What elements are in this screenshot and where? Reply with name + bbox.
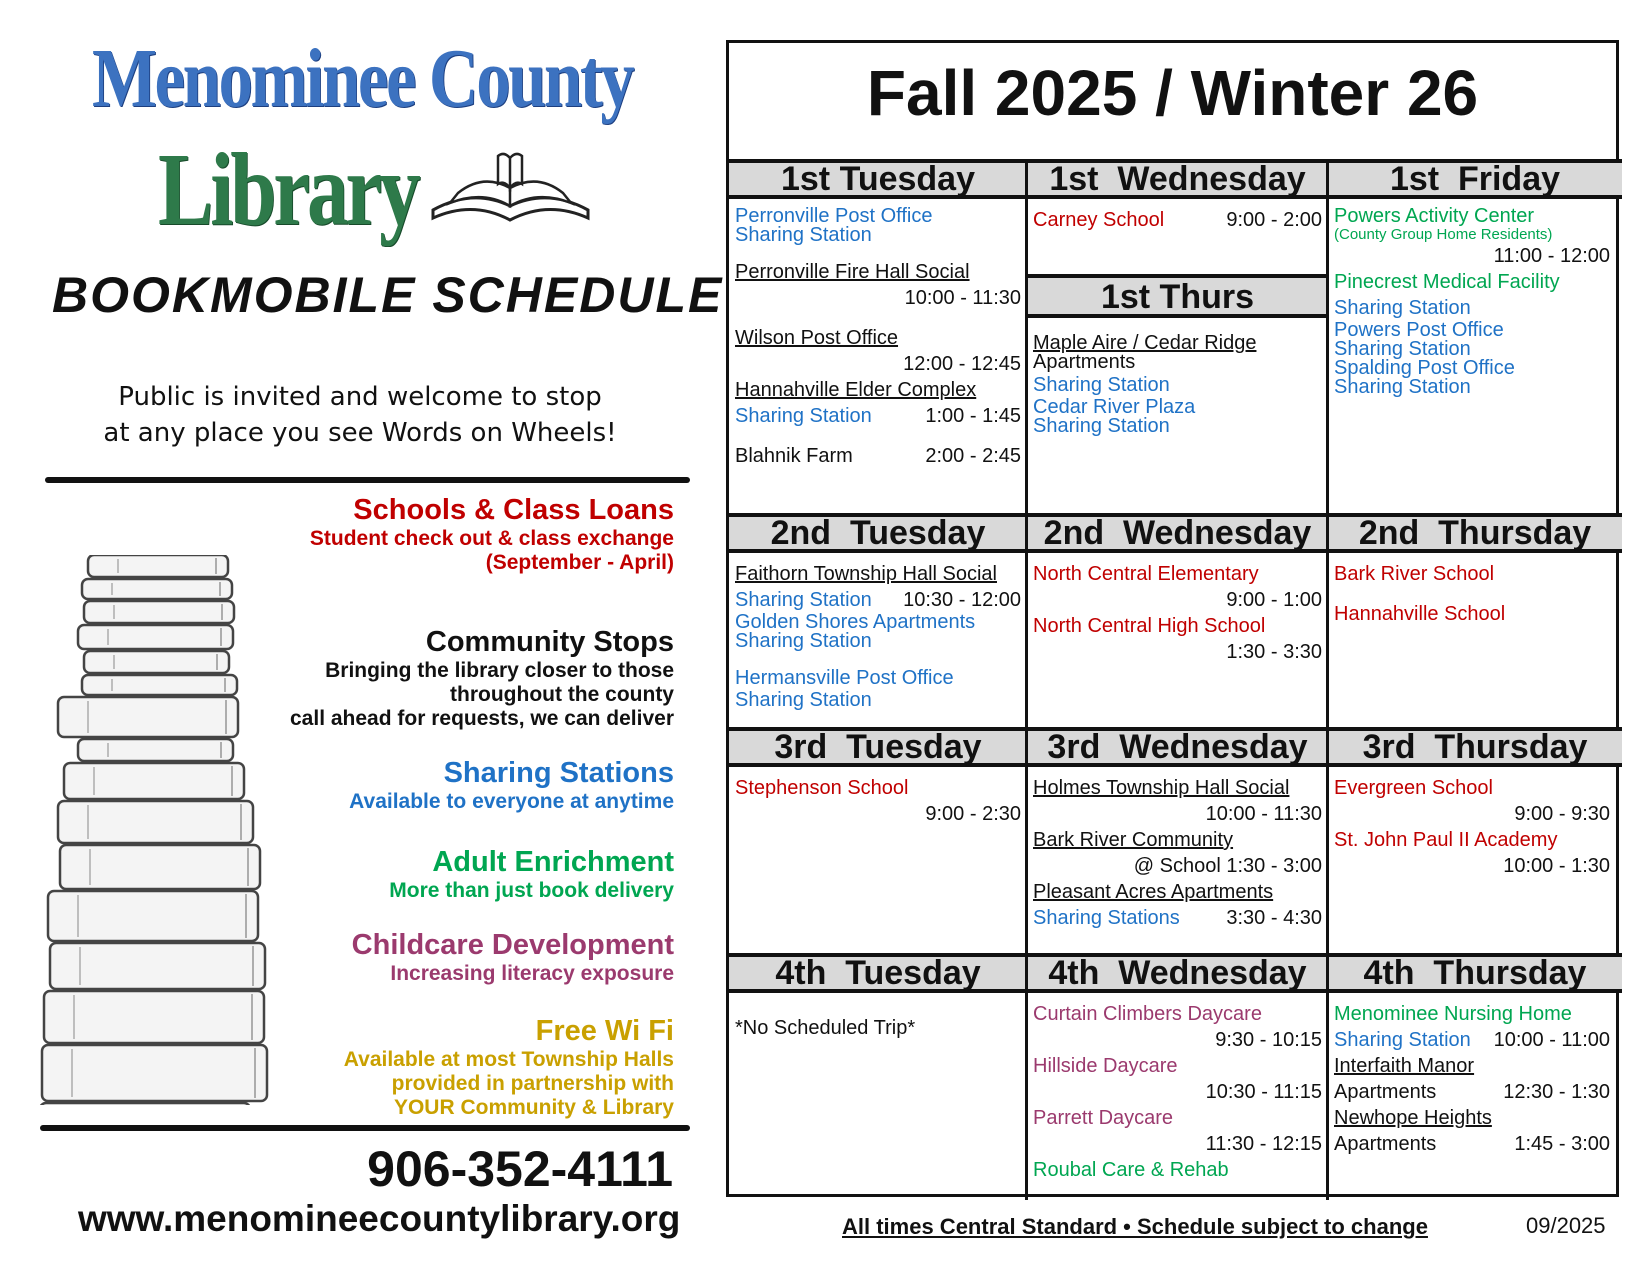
stop-name: North Central Elementary xyxy=(1033,563,1259,585)
stop-name: Sharing Stations xyxy=(1033,907,1180,929)
schedule-entry xyxy=(1033,1131,1322,1157)
day-header: 3rd Tuesday xyxy=(729,727,1027,767)
schedule-entry xyxy=(1334,601,1610,627)
schedule-entry xyxy=(1334,853,1610,879)
schedule-cell xyxy=(729,993,1027,1041)
footer-note: All times Central Standard • Schedule subject to change xyxy=(842,1214,1428,1239)
schedule-entry xyxy=(735,587,1021,613)
schedule-cell xyxy=(729,553,1027,710)
book-spine xyxy=(60,845,260,889)
stop-name: Stephenson School xyxy=(735,777,909,799)
stop-name: St. John Paul II Academy xyxy=(1334,829,1558,851)
schedule-entry xyxy=(1334,243,1610,269)
schedule-entry xyxy=(735,561,1021,587)
service-line: throughout the county xyxy=(450,683,674,706)
schedule-entry xyxy=(735,259,1021,285)
day-header: 1st Wednesday xyxy=(1027,159,1328,199)
book-spine xyxy=(48,891,258,941)
stop-name: Spalding Post Office xyxy=(1334,357,1515,379)
schedule-entry xyxy=(735,403,1021,429)
schedule-entry xyxy=(1334,561,1610,587)
book-spine xyxy=(78,625,233,649)
book-spine xyxy=(78,739,233,761)
service-line: Available at most Township Halls xyxy=(343,1048,674,1071)
stop-time: 3:30 - 4:30 xyxy=(1226,907,1322,929)
bookmobile-schedule-heading: BOOKMOBILE SCHEDULE xyxy=(52,267,724,323)
stop-name: Hermansville Post Office xyxy=(735,667,954,689)
stop-time: 1:45 - 3:00 xyxy=(1514,1133,1610,1155)
stop-name: Faithorn Township Hall Social xyxy=(735,563,997,585)
schedule-entry xyxy=(1033,1157,1322,1183)
book-spine xyxy=(64,763,244,799)
service-block xyxy=(310,494,674,575)
schedule-entry xyxy=(1334,1105,1610,1131)
stop-name: Sharing Station xyxy=(735,689,872,711)
day-header: 4th Wednesday xyxy=(1027,953,1328,993)
stop-name: Powers Post Office xyxy=(1334,319,1504,341)
day-header: 4th Tuesday xyxy=(729,953,1027,993)
stop-name: Maple Aire / Cedar Ridge xyxy=(1033,332,1257,354)
stop-name: Powers Activity Center xyxy=(1334,205,1535,227)
stop-name: Perronville Post Office xyxy=(735,205,933,227)
stop-time: 9:00 - 1:00 xyxy=(1226,589,1322,611)
stop-time: 9:30 - 10:15 xyxy=(1215,1029,1322,1051)
book-spine xyxy=(44,991,264,1043)
schedule-cell xyxy=(1027,993,1328,1183)
schedule-entry xyxy=(735,691,1021,710)
day-header: 3rd Wednesday xyxy=(1027,727,1328,767)
stop-name: Hannahville Elder Complex xyxy=(735,379,977,401)
schedule-entry xyxy=(1033,1001,1322,1027)
stop-name: Apartments xyxy=(1334,1081,1437,1103)
schedule-entry xyxy=(1033,353,1322,372)
stop-name: Sharing Station xyxy=(1334,376,1471,398)
stop-name: Golden Shores Apartments xyxy=(735,611,976,633)
stop-name: Hillside Daycare xyxy=(1033,1055,1178,1077)
schedule-entry xyxy=(1033,827,1322,853)
stop-name: Wilson Post Office xyxy=(735,327,899,349)
schedule-entry xyxy=(1334,1131,1610,1157)
schedule-entry xyxy=(1033,775,1322,801)
service-block xyxy=(290,626,674,731)
service-block xyxy=(344,1015,674,1120)
stop-name: *No Scheduled Trip* xyxy=(735,1017,916,1039)
stop-name: Roubal Care & Rehab xyxy=(1033,1159,1229,1181)
stop-name: Apartments xyxy=(1334,1133,1437,1155)
stop-name: Perronville Fire Hall Social xyxy=(735,261,970,283)
service-line: Student check out & class exchange xyxy=(309,527,674,550)
schedule-entry xyxy=(1033,561,1322,587)
logo-line-1: Menominee County xyxy=(92,32,633,125)
schedule-entry xyxy=(1033,801,1322,827)
stop-time: 10:30 - 11:15 xyxy=(1205,1081,1322,1103)
schedule-entry xyxy=(735,801,1021,827)
book-spine xyxy=(84,601,234,623)
schedule-entry xyxy=(1033,905,1322,931)
stop-name: Newhope Heights xyxy=(1334,1107,1492,1129)
book-spine xyxy=(84,651,229,673)
stop-name: Sharing Station xyxy=(1033,374,1170,396)
stop-name: Sharing Station xyxy=(735,224,872,246)
schedule-cell xyxy=(1328,199,1616,397)
schedule-cell xyxy=(729,199,1027,469)
schedule-entry xyxy=(1033,613,1322,639)
schedule-entry xyxy=(1033,879,1322,905)
day-header: 1st Tuesday xyxy=(729,159,1027,199)
stop-name: (County Group Home Residents) xyxy=(1334,226,1553,243)
schedule-entry xyxy=(1033,1027,1322,1053)
schedule-entry xyxy=(1033,207,1322,233)
schedule-cell xyxy=(1027,326,1328,436)
stop-name: Cedar River Plaza xyxy=(1033,396,1196,418)
day-header: 1st Thurs xyxy=(1027,274,1328,318)
book-spine xyxy=(58,697,238,737)
stop-name: Evergreen School xyxy=(1334,777,1493,799)
schedule-cell xyxy=(1027,199,1328,233)
schedule-entry xyxy=(1334,378,1610,397)
stop-time: 10:00 - 1:30 xyxy=(1503,855,1610,877)
book-stack-illustration xyxy=(38,555,278,1105)
intro-line-2: at any place you see Words on Wheels! xyxy=(103,418,617,448)
stop-name: Apartments xyxy=(1033,351,1136,373)
schedule-cell xyxy=(1027,553,1328,665)
schedule-cell xyxy=(1328,767,1616,879)
service-title: Adult Enrichment xyxy=(432,846,674,878)
schedule-entry xyxy=(1334,801,1610,827)
stop-time: 10:30 - 12:00 xyxy=(903,589,1021,611)
day-header: 2nd Thursday xyxy=(1328,513,1622,553)
schedule-entry xyxy=(1033,853,1322,879)
stop-name: Sharing Station xyxy=(735,405,872,427)
schedule-entry xyxy=(1334,226,1610,243)
book-spine xyxy=(82,675,237,695)
stop-name: Blahnik Farm xyxy=(735,445,853,467)
stop-name: Pinecrest Medical Facility xyxy=(1334,271,1560,293)
schedule-entry xyxy=(735,226,1021,245)
schedule-entry xyxy=(735,775,1021,801)
schedule-entry xyxy=(1334,1053,1610,1079)
schedule-entry xyxy=(1334,1027,1610,1053)
revision-date: 09/2025 xyxy=(1526,1213,1606,1238)
schedule-entry xyxy=(1033,1079,1322,1105)
schedule-entry xyxy=(735,325,1021,351)
book-spine xyxy=(40,1103,250,1105)
stop-name: Curtain Climbers Daycare xyxy=(1033,1003,1262,1025)
schedule-entry xyxy=(735,351,1021,377)
open-book-icon xyxy=(428,148,593,228)
schedule-cell xyxy=(1328,993,1616,1157)
stop-time: 9:00 - 2:00 xyxy=(1226,209,1322,231)
service-line: YOUR Community & Library xyxy=(393,1096,674,1119)
stop-name: Pleasant Acres Apartments xyxy=(1033,881,1274,903)
schedule-entry xyxy=(1334,207,1610,226)
service-block xyxy=(352,929,674,986)
service-title: Sharing Stations xyxy=(443,757,674,789)
stop-time: 11:30 - 12:15 xyxy=(1205,1133,1322,1155)
stop-time: 9:00 - 2:30 xyxy=(925,803,1021,825)
stop-name: Carney School xyxy=(1033,209,1165,231)
book-spine xyxy=(50,943,265,989)
schedule-entry xyxy=(1033,639,1322,665)
service-line: call ahead for requests, we can deliver xyxy=(290,707,674,730)
schedule-entry xyxy=(735,443,1021,469)
schedule-entry xyxy=(1033,1053,1322,1079)
schedule-table xyxy=(726,40,1619,1197)
schedule-entry xyxy=(1033,1105,1322,1131)
stop-name: Sharing Station xyxy=(735,589,872,611)
service-block xyxy=(349,757,674,814)
schedule-entry xyxy=(735,665,1021,691)
stop-time: 12:00 - 12:45 xyxy=(903,353,1021,375)
stop-time: 1:30 - 3:30 xyxy=(1226,641,1322,663)
schedule-entry xyxy=(1334,269,1610,295)
stop-name: Sharing Station xyxy=(1334,297,1471,319)
stop-time: 11:00 - 12:00 xyxy=(1493,245,1610,267)
schedule-entry xyxy=(735,1015,1021,1041)
book-spine xyxy=(82,579,232,599)
schedule-entry xyxy=(1334,827,1610,853)
service-line: Increasing literacy exposure xyxy=(390,962,674,985)
service-title: Schools & Class Loans xyxy=(353,494,674,526)
service-title: Community Stops xyxy=(425,626,674,658)
service-block xyxy=(389,846,674,903)
stop-time: 2:00 - 2:45 xyxy=(925,445,1021,467)
service-line: Bringing the library closer to those xyxy=(325,659,674,682)
stop-name: Hannahville School xyxy=(1334,603,1506,625)
schedule-cell xyxy=(1328,553,1616,627)
stop-name: Menominee Nursing Home xyxy=(1334,1003,1572,1025)
day-header: 2nd Wednesday xyxy=(1027,513,1328,553)
schedule-cell xyxy=(729,767,1027,827)
service-title: Free Wi Fi xyxy=(535,1015,674,1047)
schedule-entry xyxy=(1334,775,1610,801)
stop-time: @ School 1:30 - 3:00 xyxy=(1133,855,1322,877)
schedule-entry xyxy=(735,285,1021,311)
stop-name: Sharing Station xyxy=(1033,415,1170,437)
stop-name: Sharing Station xyxy=(1334,1029,1471,1051)
stop-time: 10:00 - 11:30 xyxy=(904,287,1021,309)
stop-name: Holmes Township Hall Social xyxy=(1033,777,1290,799)
divider xyxy=(40,1125,690,1131)
stop-name: Interfaith Manor xyxy=(1334,1055,1475,1077)
schedule-entry xyxy=(1033,587,1322,613)
schedule-title: Fall 2025 / Winter 26 xyxy=(866,57,1479,129)
book-spine xyxy=(42,1045,267,1101)
service-line: provided in partnership with xyxy=(391,1072,674,1095)
schedule-entry xyxy=(1033,417,1322,436)
schedule-entry xyxy=(1334,1079,1610,1105)
day-header: 3rd Thursday xyxy=(1328,727,1622,767)
schedule-entry xyxy=(1033,372,1322,398)
day-header: 2nd Tuesday xyxy=(729,513,1027,553)
service-title: Childcare Development xyxy=(351,929,674,961)
book-spine xyxy=(58,801,253,843)
schedule-entry xyxy=(735,377,1021,403)
schedule-entry xyxy=(1334,295,1610,321)
logo-line-2: Library xyxy=(158,132,418,247)
stop-name: Sharing Station xyxy=(735,630,872,652)
service-line: More than just book delivery xyxy=(389,879,674,902)
stop-time: 9:00 - 9:30 xyxy=(1514,803,1610,825)
stop-time: 12:30 - 1:30 xyxy=(1503,1081,1610,1103)
day-header: 1st Friday xyxy=(1328,159,1622,199)
stop-time: 10:00 - 11:00 xyxy=(1493,1029,1610,1051)
website-link[interactable]: www.menomineecountylibrary.org xyxy=(78,1198,681,1239)
intro-line-1: Public is invited and welcome to stop xyxy=(118,382,602,412)
phone-number: 906-352-4111 xyxy=(367,1141,673,1197)
stop-name: Parrett Daycare xyxy=(1033,1107,1174,1129)
schedule-cell xyxy=(1027,767,1328,931)
stop-time: 1:00 - 1:45 xyxy=(925,405,1021,427)
stop-name: North Central High School xyxy=(1033,615,1266,637)
day-header: 4th Thursday xyxy=(1328,953,1622,993)
schedule-entry xyxy=(1334,1001,1610,1027)
service-line: (September - April) xyxy=(485,551,674,574)
book-spine xyxy=(88,555,228,577)
service-line: Available to everyone at anytime xyxy=(349,790,674,813)
stop-name: Bark River School xyxy=(1334,563,1495,585)
stop-time: 10:00 - 11:30 xyxy=(1205,803,1322,825)
stop-name: Bark River Community xyxy=(1033,829,1234,851)
stop-name: Sharing Station xyxy=(1334,338,1471,360)
divider xyxy=(45,477,690,483)
schedule-entry xyxy=(735,632,1021,651)
